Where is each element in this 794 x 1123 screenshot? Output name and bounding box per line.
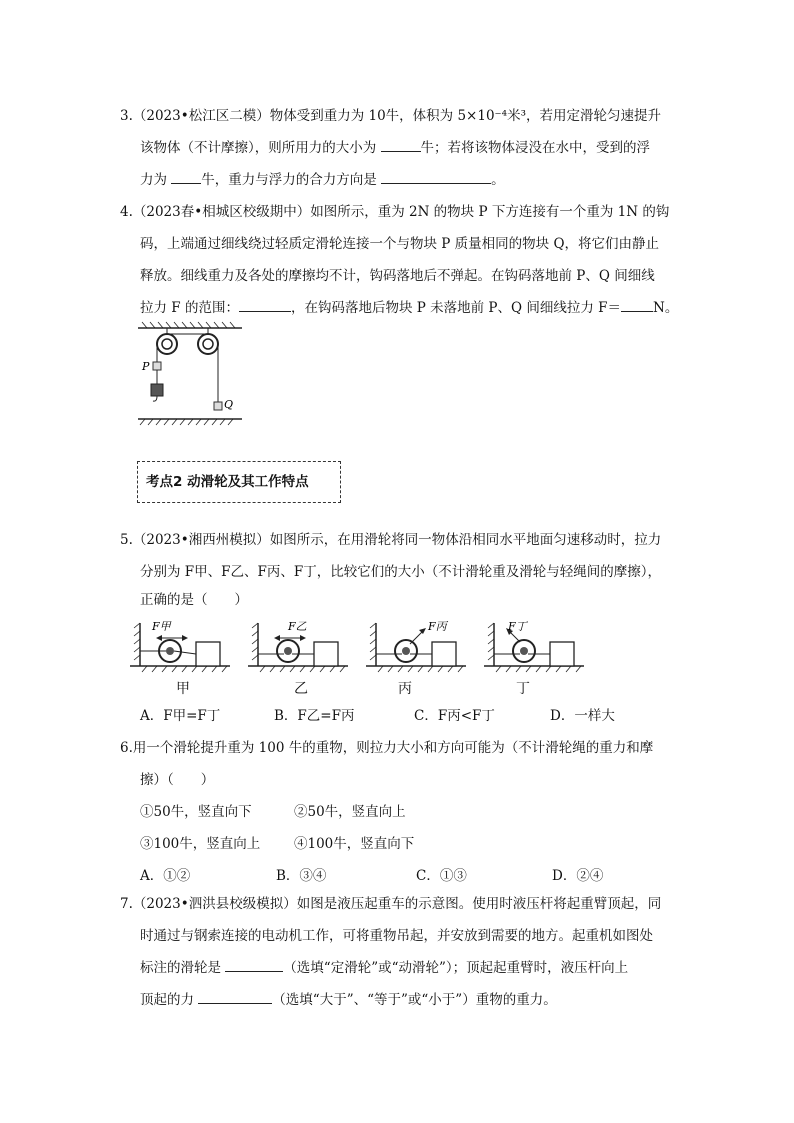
choice-4: ④100牛，竖直向下 (294, 836, 415, 852)
block-p (153, 362, 161, 370)
q7-line-2: 时通过与钢索连接的电动机工作，可将重物吊起，并安放到需要的地方。起重机如图处 (140, 928, 653, 944)
q3-text: 牛，重力与浮力的合力方向是 (201, 172, 382, 188)
q4-pulley-figure (130, 320, 250, 430)
force-label-yi: F乙 (288, 620, 307, 633)
answer-blank[interactable] (381, 137, 421, 152)
q3-text: 牛；若将该物体浸没在水中，受到的浮 (420, 140, 651, 156)
q5-line-1: 5.（2023•湘西州模拟）如图所示，在用滑轮将同一物体沿相同水平地面匀速移动时，拉力 (120, 532, 662, 548)
block-q (214, 402, 222, 410)
force-label-jia: F甲 (152, 620, 171, 633)
q7-text: （选填“定滑轮”或“动滑轮”）；顶起起重臂时，液压杆向上 (283, 960, 629, 976)
figure-label-ding: 丁 (516, 681, 530, 697)
q7-line-3 (120, 952, 680, 984)
choice-2: ②50牛，竖直向上 (294, 804, 406, 820)
answer-blank[interactable] (239, 297, 291, 312)
figure-jia (130, 623, 230, 672)
q4-text: 拉力 F 的范围： (140, 300, 239, 316)
label-q: Q (224, 398, 234, 411)
option-a[interactable]: A．F甲=F丁 (140, 708, 221, 724)
figure-label-yi: 乙 (294, 681, 308, 697)
q6-choices-row-1 (120, 796, 680, 828)
q3-text: 该物体（不计摩擦），则所用力的大小为 (140, 140, 381, 156)
hook-weight (151, 384, 163, 396)
answer-blank[interactable] (198, 989, 272, 1004)
q6-choices-row-2 (120, 828, 680, 860)
q7-line-1: 7.（2023•泗洪县校级模拟）如图是液压起重车的示意图。使用时液压杆将起重臂顶起，同 (120, 896, 662, 912)
option-a[interactable]: A．①② (140, 868, 191, 884)
choice-3: ③100牛，竖直向上 (140, 836, 261, 852)
q6-line-2: 擦）（ ） (140, 772, 215, 788)
q3-line-3 (120, 164, 680, 196)
force-label-bing: F丙 (428, 620, 447, 633)
option-d[interactable]: D．②④ (552, 868, 604, 884)
q5-figures (130, 618, 590, 678)
q7-text: （选填“大于”、“等于”或“小于”）重物的重力。 (272, 992, 557, 1008)
q4-text: ，在钩码落地后物块 P 未落地前 P、Q 间细线拉力 F＝ (290, 300, 622, 316)
q6-line-1: 6.用一个滑轮提升重为 100 牛的重物，则拉力大小和方向可能为（不计滑轮绳的重力和摩 (120, 740, 654, 756)
answer-blank[interactable] (225, 957, 283, 972)
q4-text: N。 (653, 300, 679, 316)
q4-line-2: 码，上端通过细线绕过轻质定滑轮连接一个与物块 P 质量相同的物块 Q，将它们由静止 (140, 236, 660, 252)
q3-text: 力为 (140, 172, 172, 188)
figure-label-bing: 丙 (398, 681, 412, 697)
question-5 (120, 524, 680, 612)
figure-bing (366, 623, 466, 672)
choice-1: ①50牛，竖直向下 (140, 804, 252, 820)
figure-label-jia: 甲 (176, 681, 190, 697)
q7-text: 标注的滑轮是 (140, 960, 226, 976)
option-c[interactable]: C．①③ (416, 868, 467, 884)
q4-line-3: 释放。细线重力及各处的摩擦均不计，钩码落地后不弹起。在钩码落地前 P、Q 间细线 (140, 268, 655, 284)
option-b[interactable]: B．F乙=F丙 (274, 708, 355, 724)
pulley-left (157, 328, 177, 354)
answer-blank[interactable] (621, 297, 653, 312)
q5-line-2: 分别为 F甲、F乙、F丙、F丁，比较它们的大小（不计滑轮重及滑轮与轻绳间的摩擦）， (140, 564, 662, 580)
pulley-right (198, 328, 218, 354)
section-heading: 考点2 动滑轮及其工作特点 (137, 461, 341, 503)
option-d[interactable]: D．一样大 (550, 708, 615, 724)
figure-ding (484, 623, 584, 672)
q7-text: 顶起的力 (140, 992, 199, 1008)
q7-line-4 (120, 984, 680, 1016)
question-7 (120, 888, 680, 1016)
question-3 (120, 100, 680, 196)
force-label-ding: F丁 (508, 620, 527, 633)
q3-line-1: 3.（2023•松江区二模）物体受到重力为 10牛，体积为 5×10⁻⁴米³，若用定滑轮匀速提升 (120, 108, 661, 124)
answer-blank[interactable] (171, 169, 201, 184)
label-p: P (142, 360, 150, 373)
q5-options (120, 700, 680, 732)
q3-line-2 (120, 132, 680, 164)
answer-blank[interactable] (381, 169, 491, 184)
option-b[interactable]: B．③④ (276, 868, 327, 884)
q4-line-1: 4.（2023春•相城区校级期中）如图所示，重为 2N 的物块 P 下方连接有一个重为 1N 的钩 (120, 204, 670, 220)
question-4 (120, 196, 680, 324)
option-c[interactable]: C．F丙<F丁 (414, 708, 495, 724)
q3-text: 。 (491, 172, 505, 188)
q5-line-3: 正确的是（ ） (140, 592, 248, 608)
question-6 (120, 732, 680, 892)
